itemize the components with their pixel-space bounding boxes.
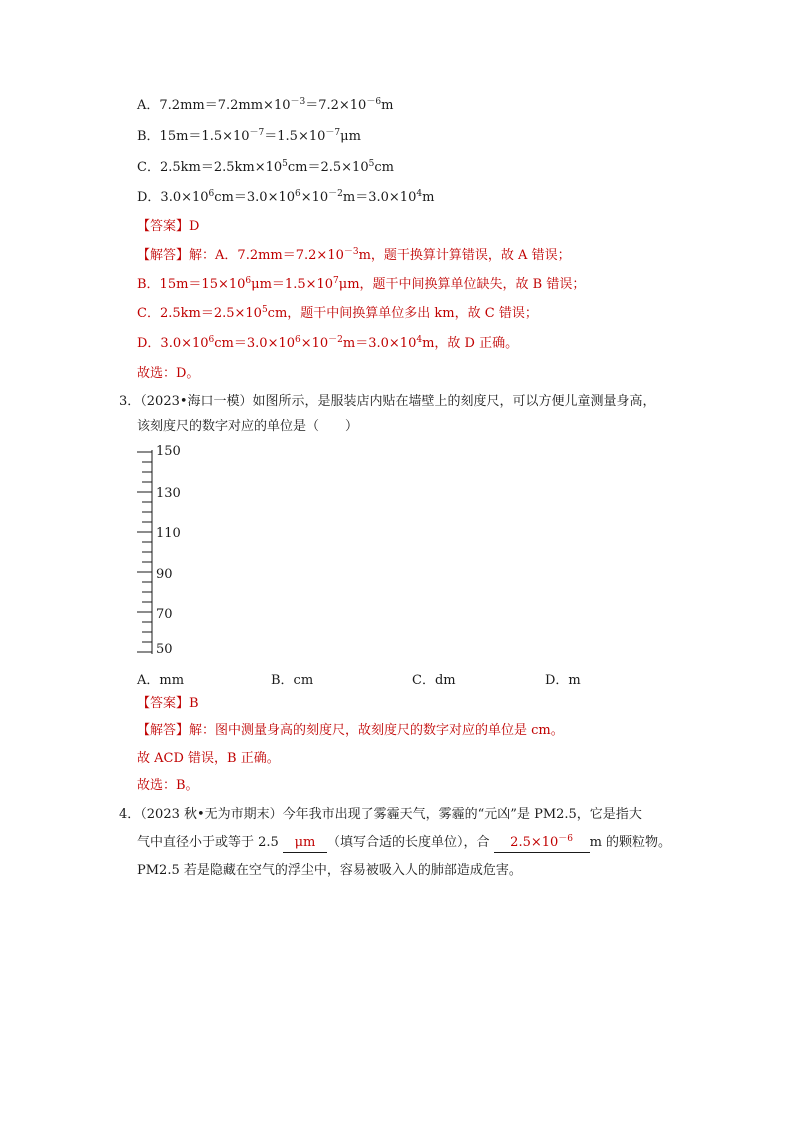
ruler-label-150: 150: [156, 444, 181, 459]
q2-choose: 故选：D。: [137, 366, 200, 381]
q3-option-d: D．m: [545, 673, 581, 688]
q2-analysis-b: B．$15m=15\times 10^6\mu m=1.5\times 10^7\mu m$，题干中间换算单位缺失，故 B 错误；: [137, 276, 586, 292]
q3-answer: 【答案】B: [137, 696, 199, 711]
q2-option-b: B．$15m=1.5\times 10^{-7}=1.5\times 10^{-7}\mu m$: [137, 128, 361, 144]
answer-tag: 【答案】: [137, 696, 190, 711]
q4-stem-line3: PM2.5 若是隐藏在空气的浮尘中，容易被吸入人的肺部造成危害。: [137, 863, 522, 878]
q2-option-d: D．$3.0\times 10^6cm=3.0\times 10^6\times 10^{-2}m=3.0\times 10^4m$: [137, 189, 435, 205]
ruler-figure: [137, 446, 197, 658]
q3-option-c: C．dm: [412, 673, 456, 688]
ruler-label-130: 130: [156, 486, 181, 501]
q2-analysis-d: D．$3.0\times 10^6cm=3.0\times 10^6\times 10^{-2}m=3.0\times 10^4m$，故 D 正确。: [137, 335, 519, 351]
q3-stem-line1: 3．（2023•海口一模）如图所示，是服装店内贴在墙壁上的刻度尺，可以方便儿童测量身高，: [119, 394, 656, 409]
q2-option-c: C．$2.5km=2.5km\times 10^5cm=2.5\times 10^5cm$: [137, 159, 394, 175]
analysis-tag: 【解答】: [137, 248, 190, 263]
answer-tag: 【答案】: [137, 219, 190, 234]
ruler-label-90: 90: [156, 567, 173, 582]
q3-analysis-line2: 故 ACD 错误，B 正确。: [137, 751, 280, 766]
q3-option-a: A．mm: [137, 673, 185, 688]
q3-choose: 故选：B。: [137, 778, 199, 793]
q2-analysis-a: 【解答】解：A．$7.2mm=7.2\times 10^{-3}m$，题干换算计算错误，故 A 错误；: [137, 247, 571, 263]
ruler-label-110: 110: [156, 526, 181, 541]
q2-option-a: A．$7.2mm=7.2mm\times 10^{-3}=7.2\times 10^{-6}m$: [137, 97, 394, 113]
q3-stem-line2: 该刻度尺的数字对应的单位是（ ）: [137, 419, 359, 434]
ruler-label-70: 70: [156, 607, 173, 622]
ruler-label-50: 50: [156, 642, 173, 657]
q2-analysis-c: C．$2.5km=2.5\times 10^5cm$，题干中间换算单位多出 km，故 C 错误；: [137, 305, 538, 321]
q3-option-b: B．cm: [271, 673, 314, 688]
blank-1: μm: [283, 834, 327, 853]
q3-analysis: 【解答】解：图中测量身高的刻度尺，故刻度尺的数字对应的单位是 cm。: [137, 723, 564, 738]
ruler-ticks: [137, 452, 152, 652]
analysis-tag: 【解答】: [137, 723, 190, 738]
q2-answer: 【答案】D: [137, 219, 200, 234]
q4-stem-line1: 4．（2023 秋•无为市期末）今年我市出现了雾霾天气，雾霾的“元凶”是 PM2.5，它是指大: [119, 807, 642, 822]
q4-stem-line2: 气中直径小于或等于 2.5 μm （填写合适的长度单位），合 $2.5\times 10^{-6}$ m 的颗粒物。: [137, 834, 671, 853]
blank-2: $2.5\times 10^{-6}$: [494, 834, 590, 853]
